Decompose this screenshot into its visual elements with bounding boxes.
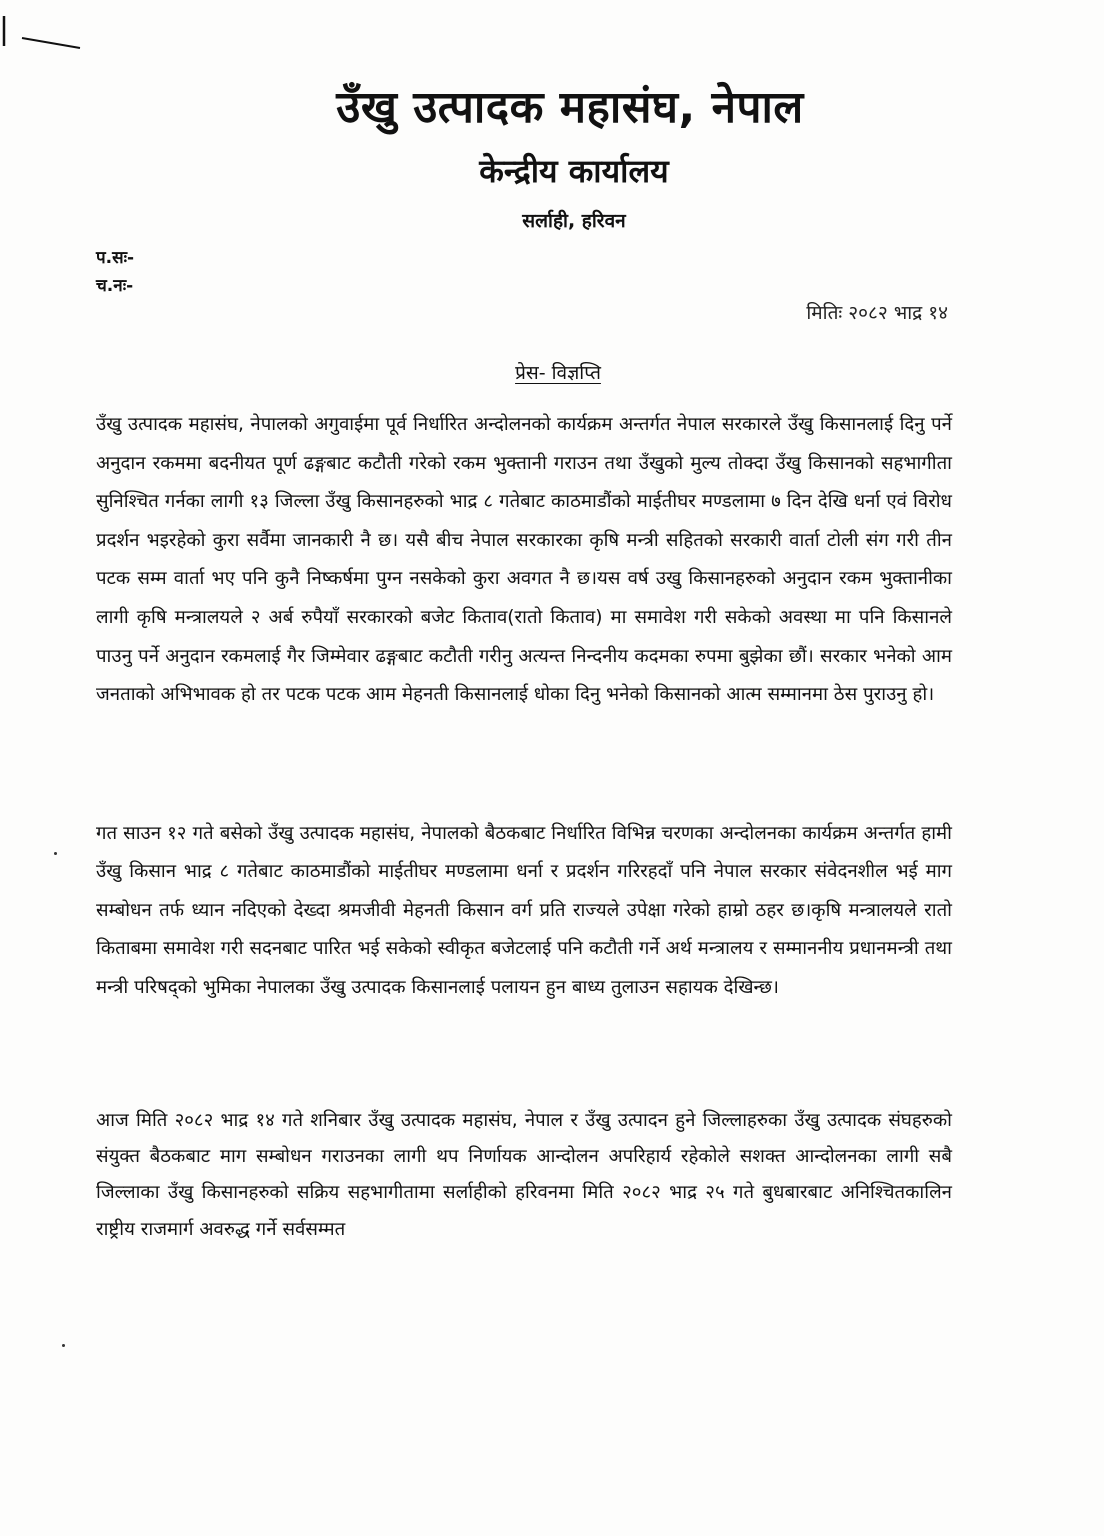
paragraph-1: उँखु उत्पादक महासंघ, नेपालको अगुवाईमा पूर्व निर्धारित अन्दोलनको कार्यक्रम अन्तर्गत नेपाल सरकारले उँखु किसानलाई दिनु पर्ने अनुदान रकममा बदनीयत पूर्ण ढङ्गबाट कटौती गरेको रकम भुक्तानी गराउन तथा उँखुको मुल्य तोक्दा उँखु किसानको सहभागीता सुनिश्चित गर्नका लागी १३ जिल्ला उँखु किसानहरुको भाद्र ८ गतेबाट काठमाडौंको माईतीघर मण्डलामा ७ दिन देखि धर्ना एवं विरोध प्रदर्शन भइरहेको कुरा सर्वैमा जानकारी नै छ। यसै बीच नेपाल सरकारका कृषि मन्त्री सहितको सरकारी वार्ता टोली संग गरी तीन पटक सम्म वार्ता भए पनि कुनै निष्कर्षमा पुग्न नसकेको कुरा अवगत नै छ।यस वर्ष उखु किसानहरुको अनुदान रकम भुक्तानीका लागी कृषि मन्त्रालयले २ अर्ब रुपैयाँ सरकारको बजेट किताव(रातो किताव) मा समावेश गरी सकेको अवस्था मा पनि किसानले पाउनु पर्ने अनुदान रकमलाई गैर जिम्मेवार ढङ्गबाट कटौती गरीनु अत्यन्त निन्दनीय कदमका रुपमा बुझेका छौं। सरकार भनेको आम जनताको अभिभावक हो तर पटक पटक आम मेहनती किसानलाई धोका दिनु भनेको किसानको आत्म सम्मानमा ठेस पुराउनु हो। [96,414,952,706]
scan-speck [54,852,57,855]
press-release-heading [0,358,1104,388]
reference-dispatch-number: च.नः- [96,276,134,296]
pen-mark [0,12,90,52]
letter-date: मितिः २०८२ भाद्र १४ [806,302,948,324]
paragraph-2: गत साउन १२ गते बसेको उँखु उत्पादक महासंघ, नेपालको बैठकबाट निर्धारित विभिन्न चरणका अन्दोलनका कार्यक्रम अन्तर्गत हामी उँखु किसान भाद्र ८ गतेबाट काठमाडौंको माईतीघर मण्डलामा धर्ना र प्रदर्शन गरिरहदाँ पनि नेपाल सरकार संवेदनशील भई माग सम्बोधन तर्फ ध्यान नदिएको देख्दा श्रमजीवी मेहनती किसान वर्ग प्रति राज्यले उपेक्षा गरेको हाम्रो ठहर छ।कृषि मन्त्रालयले रातो किताबमा समावेश गरी सदनबाट पारित भई सकेको स्वीकृत बजेटलाई पनि कटौती गर्ने अर्थ मन्त्रालय र सम्माननीय प्रधानमन्त्री तथा मन्त्री परिषद्को भुमिका नेपालका उँखु उत्पादक किसानलाई पलायन हुन बाध्य तुलाउन सहायक देखिन्छ। [96,823,952,998]
scan-speck [62,1344,65,1347]
letterhead-address: सर्लाही, हरिवन [522,210,626,232]
letterhead-office: केन्द्रीय कार्यालय [479,152,669,190]
reference-letter-number: प.सः- [96,248,135,268]
paragraph-3: आज मिति २०८२ भाद्र १४ गते शनिबार उँखु उत्पादक महासंघ, नेपाल र उँखु उत्पादन हुने जिल्लाहरुका उँखु उत्पादक संघहरुको संयुक्त बैठकबाट माग सम्बोधन गराउनका लागी थप निर्णायक आन्दोलन अपरिहार्य रहेकोले सशक्त आन्दोलनका लागी सबै जिल्लाका उँखु किसानहरुको सक्रिय सहभागीतामा सर्लाहीको हरिवनमा मिति २०८२ भाद्र २५ गते बुधबारबाट अनिश्चितकालिन राष्ट्रीय राजमार्ग अवरुद्ध गर्ने सर्वसम्मत [96,1110,952,1240]
press-release-heading-text: प्रेस- विज्ञप्ति [515,362,601,384]
letterhead-title: उँखु उत्पादक महासंघ, नेपाल [336,82,804,133]
